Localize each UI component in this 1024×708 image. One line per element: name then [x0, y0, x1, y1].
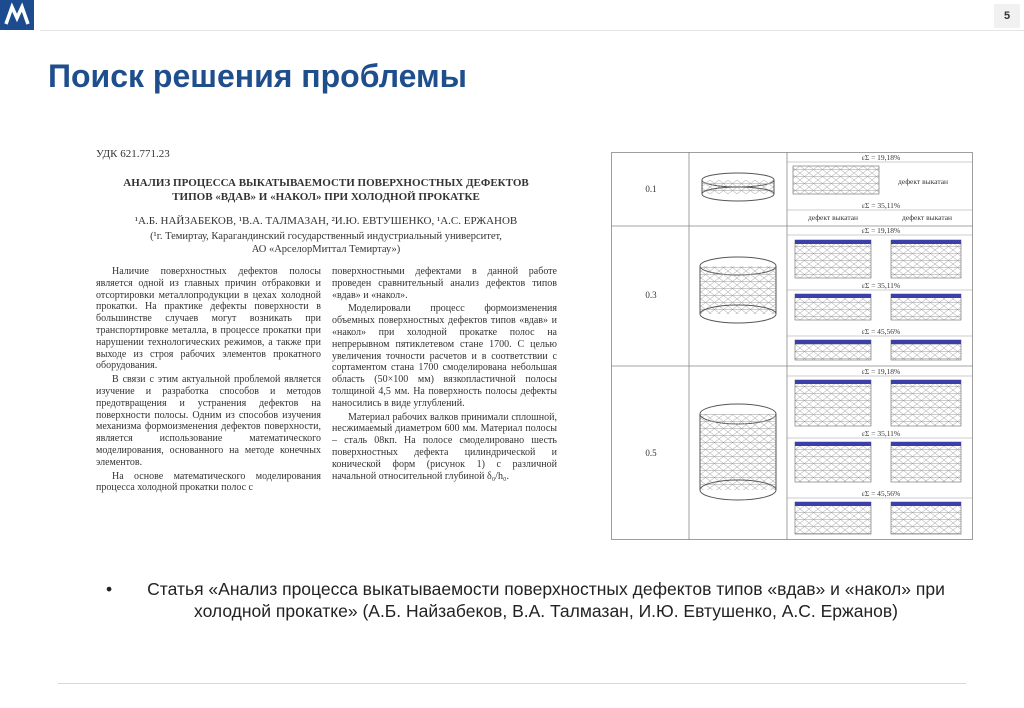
- paragraph: На основе математического моделирования процесса холодной прокатки полос с: [96, 470, 321, 494]
- article-title-line: АНАЛИЗ ПРОЦЕССА ВЫКАТЫВАЕМОСТИ ПОВЕРХНОСТНЫХ ДЕФЕКТОВ: [123, 177, 529, 189]
- defect-rolled-label: дефект выкатан: [901, 213, 953, 222]
- udk-code: УДК 621.771.23: [96, 148, 170, 160]
- page-number: 5: [994, 4, 1020, 28]
- paragraph: Моделировали процесс формоизменения объемных поверхностных дефектов типов «вдав» и «накол» при холодной прокатке полос на непрерывном пятиклетевом стане 1700. С целью увеличения точности расчетов и в соответствии с сортаментом стана 1700 смоделирована небольшая область (50×100 мм) вязкопластичной полосы толщиной 4,5 мм. На поверхность полосы дефекты наносились в виде углублений.: [332, 303, 557, 409]
- article-affiliation: [96, 230, 556, 256]
- header-divider: [40, 30, 1024, 31]
- affiliation-line: АО «АрселорМиттал Темиртау»): [251, 244, 401, 255]
- bullet-marker: •: [106, 579, 113, 599]
- initial-shape-0.1: [702, 173, 774, 201]
- company-logo: [0, 0, 34, 30]
- strain-label: εΣ = 19,18%: [861, 367, 901, 376]
- initial-shape-0.3: [700, 257, 776, 323]
- row-label: 0.1: [645, 184, 657, 194]
- paragraph: Материал рабочих валков принимали сплошной, несжимаемый диаметром 600 мм. Материал полосы – сталь 08кп. На полосе смоделировано шесть поверхностных дефекта цилиндрической и конической форм (рисунок 1) с различной начальной относительной глубиной δ₀/h₀.: [332, 411, 557, 482]
- deformed-shape: [795, 442, 961, 482]
- deformed-shape: [795, 240, 961, 278]
- defect-rolled-label: дефект выкатан: [897, 177, 949, 186]
- initial-shape-0.5: [700, 404, 776, 500]
- paragraph: поверхностными дефектами в данной работе проведен сравнительный анализ дефектов типов «вдав» и «накол».: [332, 266, 557, 301]
- deformed-shape: [795, 294, 961, 320]
- slide-title: Поиск решения проблемы: [48, 58, 467, 94]
- affiliation-line: (¹г. Темиртау, Карагандинский государственный индустриальный университет,: [150, 231, 502, 242]
- article-title: [96, 176, 556, 204]
- strain-label: εΣ = 35,11%: [861, 201, 901, 210]
- deformed-shape: [795, 502, 961, 534]
- strain-label: εΣ = 45,56%: [861, 327, 901, 336]
- article-column-left: [96, 266, 321, 496]
- strain-label: εΣ = 35,11%: [861, 429, 901, 438]
- footer-divider: [58, 683, 966, 684]
- strain-label: εΣ = 35,11%: [861, 281, 901, 290]
- paragraph: В связи с этим актуальной проблемой является изучение и разработка способов и методов предотвращения и устранения дефектов на поверхности полосы. Одним из способов изучения механизма формоизменения дефектов поверхности, является использование математического моделирования, основанного на методе конечных элементов.: [96, 374, 321, 468]
- deformed-shape: [795, 340, 961, 360]
- row-label: 0.3: [645, 290, 657, 300]
- row-label: 0.5: [645, 448, 657, 458]
- article-authors: ¹А.Б. НАЙЗАБЕКОВ, ¹В.А. ТАЛМАЗАН, ²И.Ю. ЕВТУШЕНКО, ¹А.С. ЕРЖАНОВ: [134, 215, 518, 227]
- strain-label: εΣ = 45,56%: [861, 489, 901, 498]
- strain-label: εΣ = 19,18%: [861, 153, 901, 162]
- article-column-right: [332, 266, 557, 484]
- deformed-shape: [793, 166, 879, 194]
- paragraph: Наличие поверхностных дефектов полосы является одной из главных причин отбраковки и отсортировки металлопродукции в цехах холодной прокатки. На практике дефекты поверхности в большинстве случаев могут возникать при транспортировке металла, в процессе прокатки при нарушении технологических режимов, а также при выходе из строя рабочих элементов прокатного оборудования.: [96, 266, 321, 372]
- deformed-shape: [795, 380, 961, 426]
- citation-text: Статья «Анализ процесса выкатываемости поверхностных дефектов типов «вдав» и «накол» при холодной прокатке» (А.Б. Найзабеков, В.А. Талмазан, И.Ю. Евтушенко, А.С. Ержанов): [147, 579, 945, 621]
- article-excerpt: [96, 148, 556, 538]
- defect-rolled-label: дефект выкатан: [807, 213, 859, 222]
- simulation-figure: [611, 152, 973, 540]
- article-title-line: ТИПОВ «ВДАВ» И «НАКОЛ» ПРИ ХОЛОДНОЙ ПРОКАТКЕ: [172, 191, 480, 203]
- strain-label: εΣ = 19,18%: [861, 226, 901, 235]
